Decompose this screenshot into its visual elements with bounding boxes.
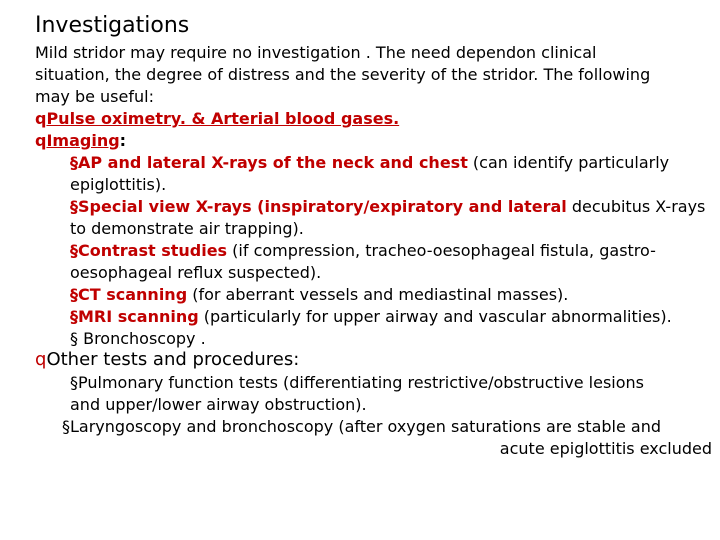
other-line: §Laryngoscopy and bronchoscopy (after oxygen saturations are stable and xyxy=(62,417,661,436)
list-item-imaging xyxy=(35,130,126,152)
imaging-desc: (particularly for upper airway and vascular abnormalities). xyxy=(198,307,672,326)
bullet-icon: q xyxy=(35,109,47,128)
other-line: §Pulmonary function tests (differentiating restrictive/obstructive lesions xyxy=(70,373,644,392)
imaging-desc: (for aberrant vessels and mediastinal masses). xyxy=(187,285,569,304)
list-item-other xyxy=(35,348,299,372)
imaging-term: MRI scanning xyxy=(78,307,199,326)
imaging-desc: decubitus X-rays xyxy=(566,197,706,216)
bullet-icon: q xyxy=(35,349,47,370)
imaging-term: Special view X-rays (inspiratory/expiratory and lateral xyxy=(78,197,567,216)
imaging-line xyxy=(70,152,669,174)
other-line: acute epiglottitis excluded xyxy=(499,439,712,458)
imaging-line: § Bronchoscopy . xyxy=(70,329,206,348)
imaging-term: Contrast studies xyxy=(78,241,228,260)
imaging-line xyxy=(70,196,705,218)
imaging-term: AP and lateral X-rays of the neck and chest xyxy=(78,153,468,172)
bullet-icon: § xyxy=(70,197,78,216)
bullet-icon: § xyxy=(70,153,78,172)
list-item-imaging-label: Imaging xyxy=(46,131,120,150)
other-line: and upper/lower airway obstruction). xyxy=(70,395,367,414)
imaging-colon: : xyxy=(119,131,127,150)
bullet-icon: q xyxy=(35,131,47,150)
imaging-line xyxy=(70,306,672,328)
imaging-desc: (if compression, tracheo-oesophageal fistula, gastro- xyxy=(227,241,656,260)
imaging-line: to demonstrate air trapping). xyxy=(70,219,304,238)
imaging-line xyxy=(70,284,568,306)
imaging-line xyxy=(70,240,656,262)
list-item-other-label: Other tests and procedures: xyxy=(46,349,300,370)
bullet-icon: § xyxy=(70,285,78,304)
imaging-line: oesophageal reflux suspected). xyxy=(70,263,322,282)
intro-line: Mild stridor may require no investigation . The need dependon clinical xyxy=(35,43,597,62)
imaging-term: CT scanning xyxy=(78,285,188,304)
list-item-pulse-label: Pulse oximetry. & Arterial blood gases. xyxy=(46,109,400,128)
list-item-pulse xyxy=(35,108,399,130)
bullet-icon: § xyxy=(70,307,78,326)
intro-line: situation, the degree of distress and the severity of the stridor. The following xyxy=(35,65,651,84)
bullet-icon: § xyxy=(70,241,78,260)
intro-line: may be useful: xyxy=(35,87,154,106)
imaging-line: epiglottitis). xyxy=(70,175,167,194)
imaging-desc: (can identify particularly xyxy=(467,153,670,172)
page-title: Investigations xyxy=(35,13,190,38)
